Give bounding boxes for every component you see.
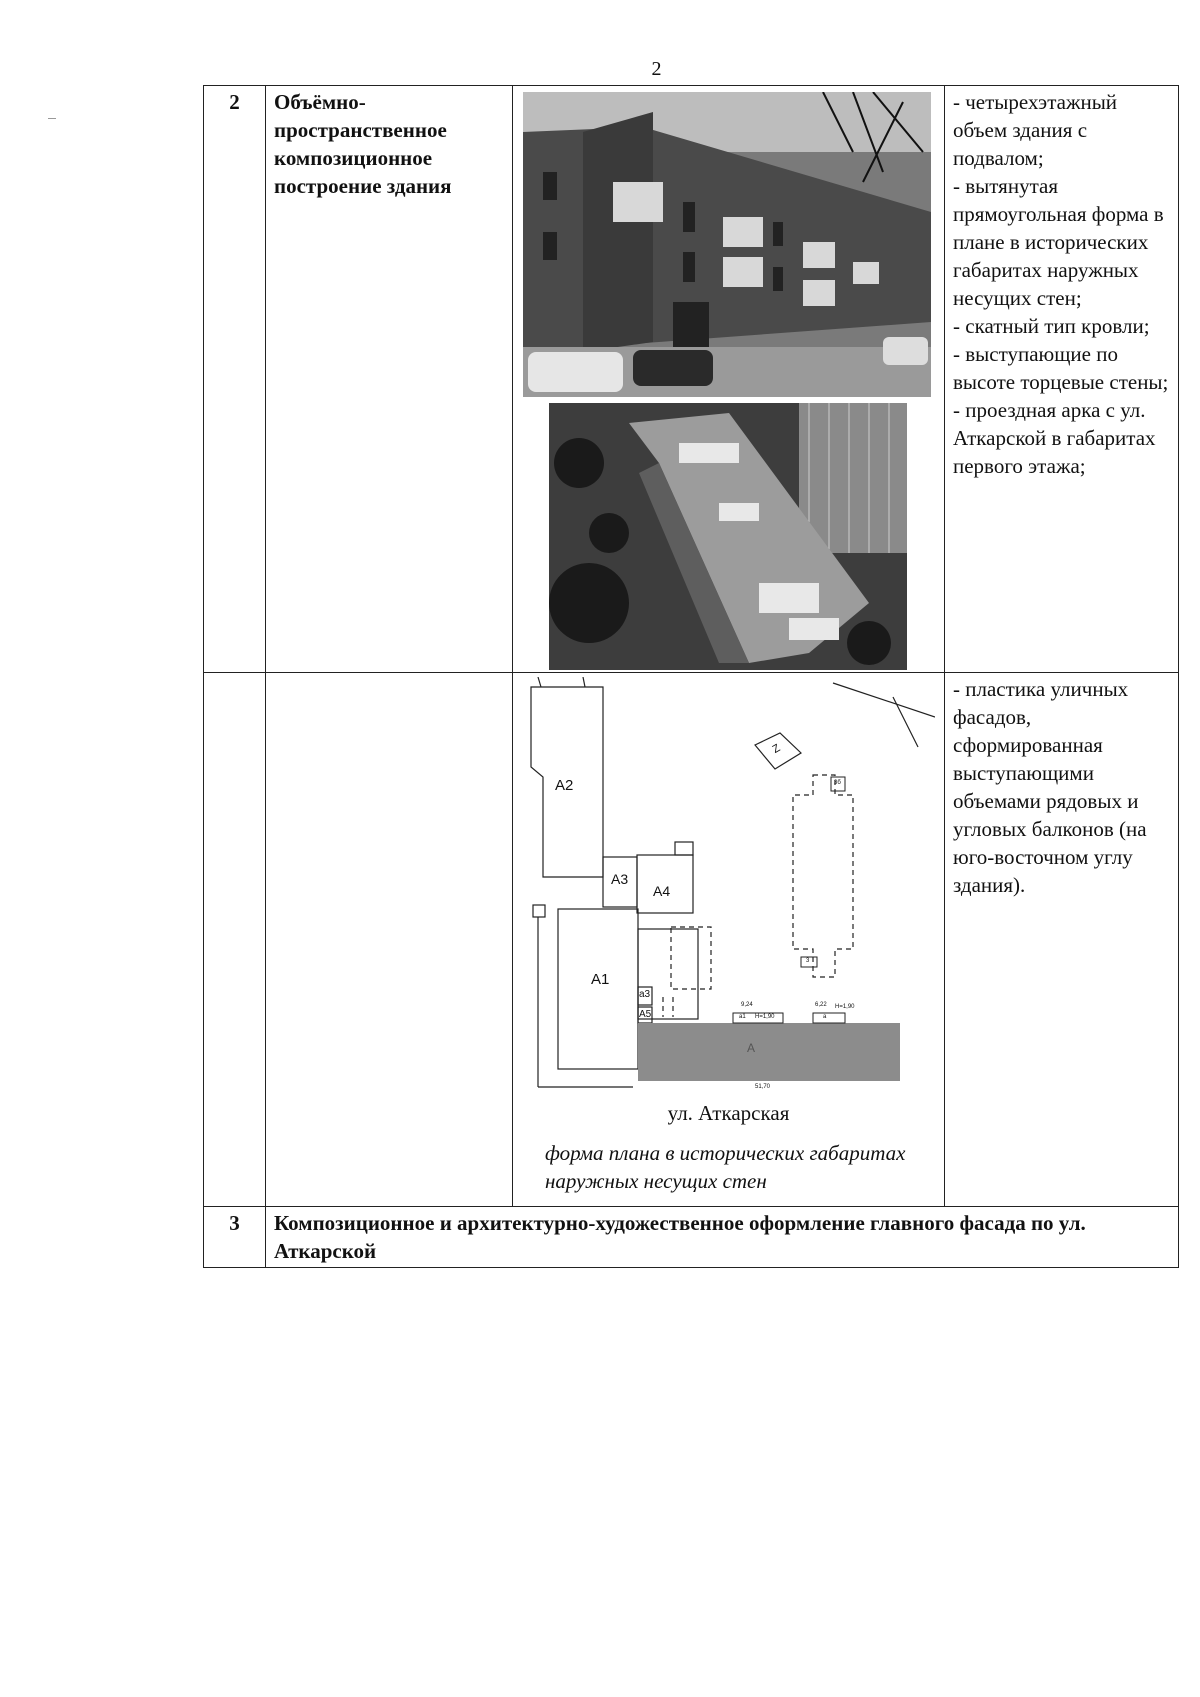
empty-feature-cell xyxy=(266,673,513,1207)
label-a3-small: а3 xyxy=(639,989,651,1000)
dimension-4: H=1,90 xyxy=(835,1004,855,1010)
table-row-3 xyxy=(204,1207,1179,1268)
dimension-8: 3б xyxy=(834,780,841,786)
table-row-plan xyxy=(204,673,1179,1207)
dimension-1: 9,24 xyxy=(741,1002,753,1008)
feature-name: Объёмно-пространственное композиционное построение здания xyxy=(266,86,513,673)
plan-note: форма плана в исторических габаритах наружных несущих стен xyxy=(545,1141,906,1193)
heritage-features-table xyxy=(203,85,1179,1268)
table-row-2 xyxy=(204,86,1179,673)
aerial-photo xyxy=(549,403,907,670)
section-title: Композиционное и архитектурно-художественное оформление главного фасада по ул. Аткарской xyxy=(266,1207,1179,1268)
dimension-5: а1 xyxy=(739,1014,746,1020)
dimension-7: 51,70 xyxy=(755,1084,771,1090)
label-a3: А3 xyxy=(611,871,629,887)
label-a2: А2 xyxy=(555,777,574,794)
floor-plan xyxy=(523,677,935,1097)
label-a1: А1 xyxy=(591,971,610,988)
dimension-6: а xyxy=(823,1014,827,1020)
label-a5: А5 xyxy=(639,1009,652,1020)
photos-cell xyxy=(513,86,945,673)
dimension-9: 3 xyxy=(806,958,810,964)
feature-description-2: - пластика уличных фасадов, сформированная выступающими объемами рядовых и угловых балконов (на юго-восточном углу здания). xyxy=(945,673,1179,1207)
section-number: 3 xyxy=(204,1207,266,1268)
label-z: Z xyxy=(770,742,783,756)
page-number: 2 xyxy=(651,58,662,80)
label-a4: А4 xyxy=(653,883,671,899)
row-number: 2 xyxy=(204,86,266,673)
plan-cell xyxy=(513,673,945,1207)
margin-mark xyxy=(48,118,56,119)
empty-number-cell xyxy=(204,673,266,1207)
feature-description: - четырехэтажный объем здания с подвалом; - вытянутая прямоугольная форма в плане в исторических габаритах наружных несущих стен; - скатный тип кровли; - выступающие по высоте торцевые стены; - проездная арка с ул. Аткарской в габаритах первого этажа; xyxy=(945,86,1179,673)
street-photo xyxy=(523,92,931,397)
dimension-3: H=1,90 xyxy=(755,1014,775,1020)
street-name: ул. Аткарская xyxy=(667,1101,790,1125)
dimension-2: 6,22 xyxy=(815,1002,827,1008)
label-a: А xyxy=(747,1041,756,1055)
